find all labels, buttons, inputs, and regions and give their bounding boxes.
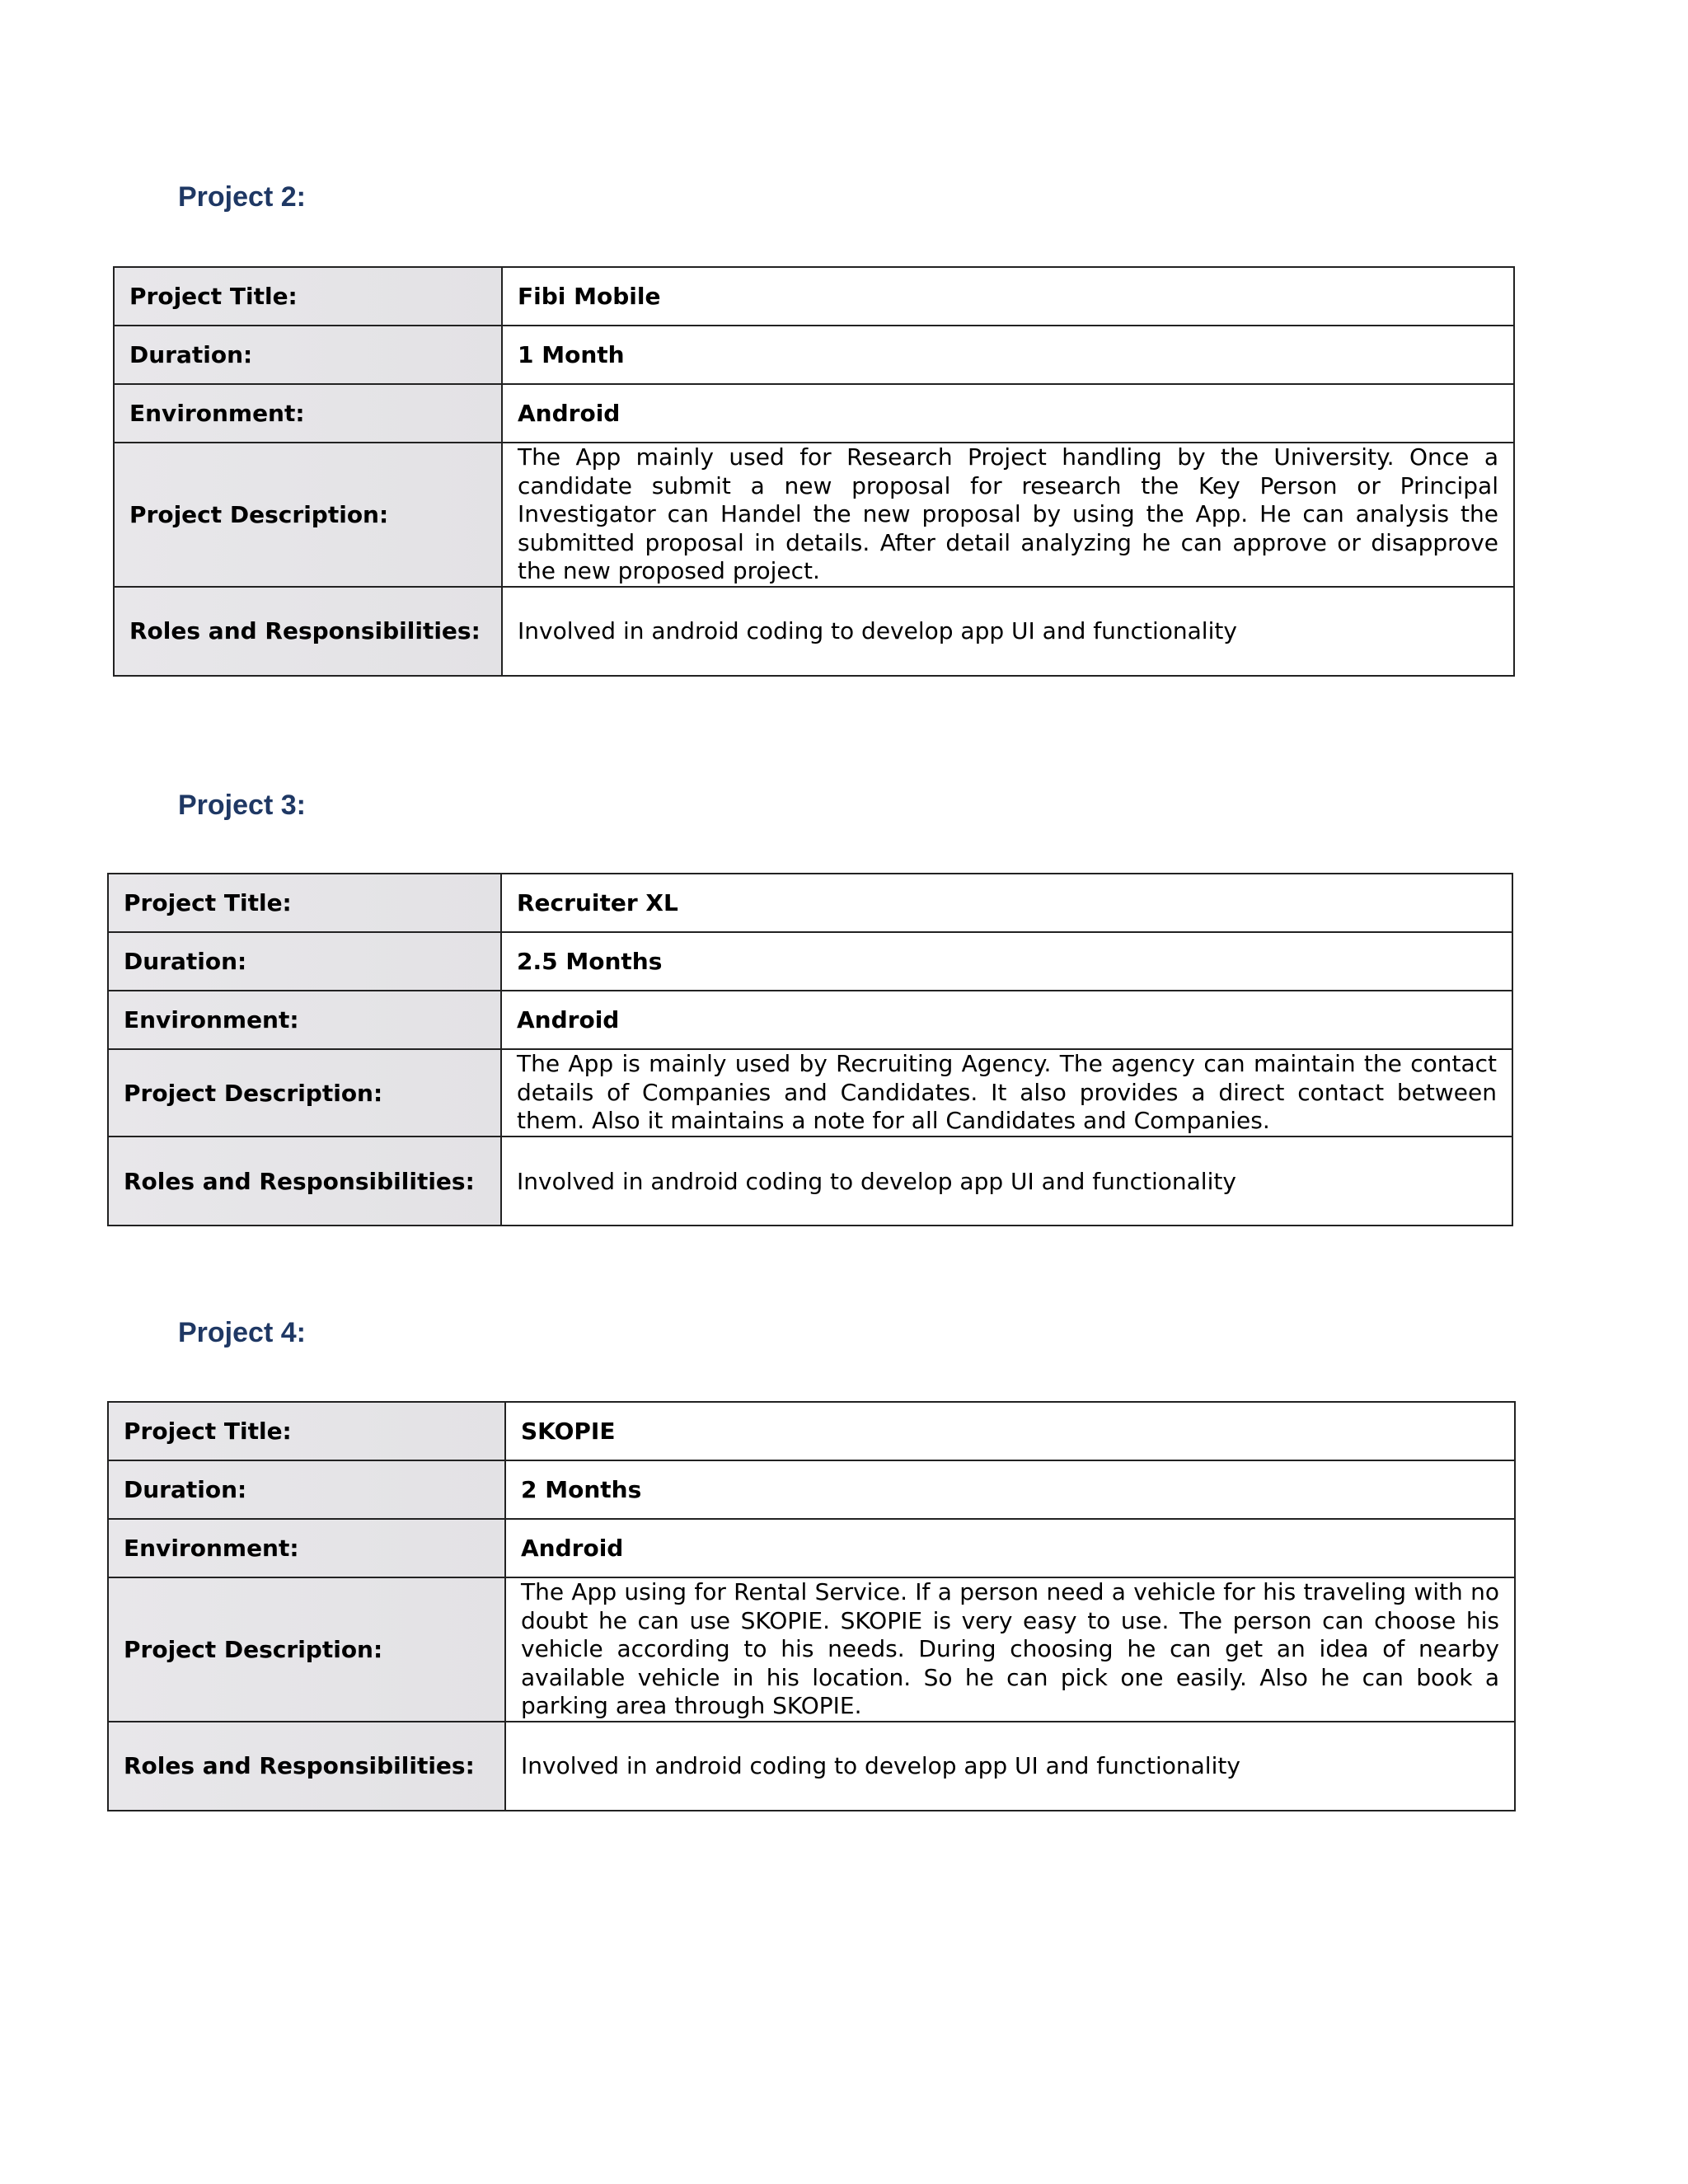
project-4-heading: Project 4: (178, 1317, 306, 1348)
duration-value: 2 Months (505, 1460, 1515, 1519)
project-title-label: Project Title: (108, 1402, 505, 1460)
roles-value: Involved in android coding to develop app UI and functionality (501, 1137, 1512, 1226)
environment-value: Android (505, 1519, 1515, 1577)
table-row (114, 267, 1514, 326)
table-row (108, 1722, 1515, 1811)
environment-label: Environment: (108, 991, 501, 1049)
table-row (114, 384, 1514, 443)
table-row (108, 932, 1512, 991)
project-4-table (107, 1401, 1516, 1811)
roles-label: Roles and Responsibilities: (114, 587, 502, 676)
duration-value: 2.5 Months (501, 932, 1512, 991)
project-title-value: SKOPIE (505, 1402, 1515, 1460)
project-description-value: The App is mainly used by Recruiting Agency. The agency can maintain the contact details of Companies and Candidates. It also provides a direct contact between them. Also it maintains a note for all Candidates and Companies. (501, 1049, 1512, 1137)
project-description-value: The App mainly used for Research Project handling by the University. Once a candidate submit a new proposal for research the Key Person or Principal Investigator can Handel the new proposal by using the App. He can analysis the submitted proposal in details. After detail analyzing he can approve or disapprove the new proposed project. (502, 443, 1514, 587)
environment-value: Android (502, 384, 1514, 443)
project-description-label: Project Description: (108, 1049, 501, 1137)
roles-value: Involved in android coding to develop app UI and functionality (502, 587, 1514, 676)
duration-label: Duration: (114, 326, 502, 384)
project-description-value: The App using for Rental Service. If a person need a vehicle for his traveling with no doubt he can use SKOPIE. SKOPIE is very easy to use. The person can choose his vehicle according to his needs. During choosing he can get an idea of nearby available vehicle in his location. So he can pick one easily. Also he can book a parking area through SKOPIE. (505, 1577, 1515, 1722)
roles-label: Roles and Responsibilities: (108, 1722, 505, 1811)
environment-value: Android (501, 991, 1512, 1049)
duration-value: 1 Month (502, 326, 1514, 384)
project-description-label: Project Description: (108, 1577, 505, 1722)
project-title-value: Recruiter XL (501, 874, 1512, 932)
table-row (108, 1137, 1512, 1226)
duration-label: Duration: (108, 932, 501, 991)
environment-label: Environment: (108, 1519, 505, 1577)
table-row (108, 874, 1512, 932)
duration-label: Duration: (108, 1460, 505, 1519)
project-2-heading: Project 2: (178, 181, 306, 213)
project-title-label: Project Title: (114, 267, 502, 326)
table-row (114, 587, 1514, 676)
project-title-label: Project Title: (108, 874, 501, 932)
environment-label: Environment: (114, 384, 502, 443)
table-row (108, 1519, 1515, 1577)
table-row (108, 1460, 1515, 1519)
table-row (108, 1577, 1515, 1722)
table-row (114, 326, 1514, 384)
table-row (108, 1402, 1515, 1460)
project-3-table (107, 873, 1513, 1226)
project-3-heading: Project 3: (178, 790, 306, 821)
project-2-table (113, 266, 1515, 677)
roles-label: Roles and Responsibilities: (108, 1137, 501, 1226)
table-row (108, 991, 1512, 1049)
project-description-label: Project Description: (114, 443, 502, 587)
table-row (108, 1049, 1512, 1137)
roles-value: Involved in android coding to develop app UI and functionality (505, 1722, 1515, 1811)
project-title-value: Fibi Mobile (502, 267, 1514, 326)
table-row (114, 443, 1514, 587)
